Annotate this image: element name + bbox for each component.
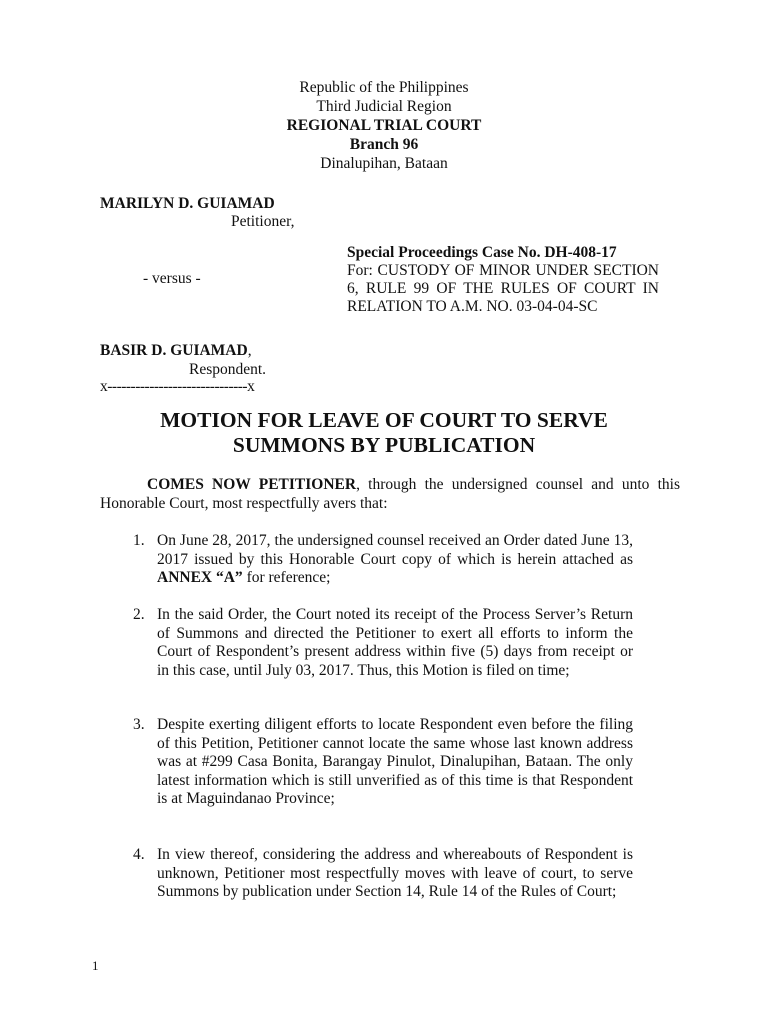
petitioner-label: Petitioner,: [231, 213, 295, 230]
list-item-number: 2.: [133, 606, 145, 623]
respondent-label: Respondent.: [189, 361, 267, 378]
list-item-text: In view thereof, considering the address and whereabouts of Respondent is unknown, Petitioner most respectfully moves with leave of court, to serve Summons by publication under Section 14, Rule 14 of the Rules of Court;: [157, 846, 633, 900]
header-location: Dinalupihan, Bataan: [320, 155, 448, 172]
annex-reference: ANNEX “A”: [157, 569, 243, 586]
list-item-text: [157, 532, 633, 588]
list-item-number: 3.: [133, 716, 145, 733]
case-number: Special Proceedings Case No. DH-408-17: [347, 244, 617, 261]
motion-title: [0, 408, 768, 458]
item-1-text-end: for reference;: [242, 569, 331, 586]
caption-separator: x------------------------------x: [100, 378, 255, 395]
intro-paragraph: [100, 476, 680, 513]
item-1-text: On June 28, 2017, the undersigned counsel received an Order dated June 13, 2017 issued by this Honorable Court copy of which is herein attached as: [157, 532, 633, 568]
header-republic: Republic of the Philippines: [299, 79, 469, 96]
petitioner-name: MARILYN D. GUIAMAD: [100, 195, 275, 212]
respondent-comma: ,: [247, 342, 252, 359]
header-court: REGIONAL TRIAL COURT: [286, 117, 482, 134]
list-item-text: In the said Order, the Court noted its receipt of the Process Server’s Return of Summons and directed the Petitioner to exert all efforts to inform the Court of Respondent’s present address within five (5) days from receipt or in this case, until July 03, 2017. Thus, this Motion is filed on time;: [157, 606, 633, 679]
page-number: 1: [92, 958, 99, 973]
header-region: Third Judicial Region: [316, 98, 452, 115]
list-item-text: Despite exerting diligent efforts to locate Respondent even before the filing of this Petition, Petitioner cannot locate the same whose last known address was at #299 Casa Bonita, Barangay Pinulot, Dinalupihan, Bataan. The only latest information which is still unverified as of this time is that Respondent is at Maguindanao Province;: [157, 716, 633, 807]
court-header: [0, 79, 768, 174]
list-item-number: 4.: [133, 846, 145, 863]
case-info: [347, 244, 659, 316]
respondent-name: BASIR D. GUIAMAD: [100, 342, 248, 359]
versus-label: - versus -: [143, 270, 201, 287]
intro-text: , through the undersigned counsel and unto this Honorable Court, most respectfully avers that:: [100, 476, 680, 512]
title-line-1: MOTION FOR LEAVE OF COURT TO SERVE: [160, 408, 608, 432]
case-description: For: CUSTODY OF MINOR UNDER SECTION 6, RULE 99 OF THE RULES OF COURT IN RELATION TO A.M. NO. 03-04-04-SC: [347, 262, 659, 315]
respondent-name-line: [100, 342, 252, 360]
intro-bold: COMES NOW PETITIONER: [147, 476, 357, 493]
header-branch: Branch 96: [349, 136, 419, 153]
title-line-2: SUMMONS BY PUBLICATION: [232, 433, 536, 457]
list-item-number: 1.: [133, 532, 145, 549]
